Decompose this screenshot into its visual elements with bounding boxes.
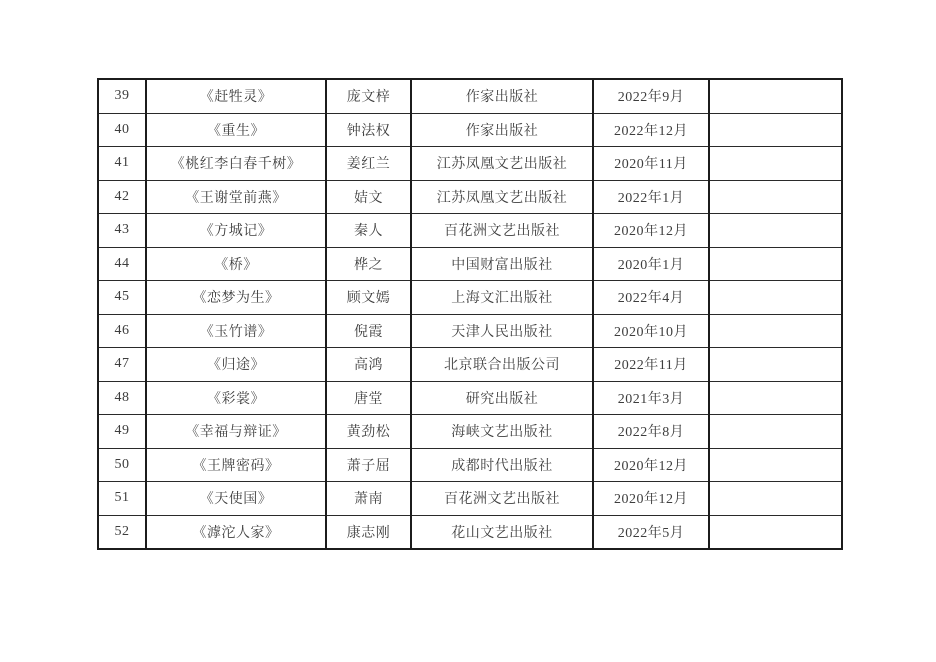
row-number-cell: 43: [98, 214, 146, 248]
publish-date-cell: 2022年5月: [593, 515, 709, 549]
book-title-cell: 《赶牲灵》: [146, 79, 326, 113]
publisher-cell: 天津人民出版社: [411, 314, 593, 348]
row-number-cell: 47: [98, 348, 146, 382]
notes-cell: [709, 113, 842, 147]
publisher-cell: 成都时代出版社: [411, 448, 593, 482]
author-cell: 桦之: [326, 247, 411, 281]
author-cell: 萧南: [326, 482, 411, 516]
row-number-cell: 46: [98, 314, 146, 348]
notes-cell: [709, 247, 842, 281]
publisher-cell: 百花洲文艺出版社: [411, 482, 593, 516]
publisher-cell: 上海文汇出版社: [411, 281, 593, 315]
notes-cell: [709, 448, 842, 482]
author-cell: 萧子屈: [326, 448, 411, 482]
book-title-cell: 《滹沱人家》: [146, 515, 326, 549]
book-table-body: [98, 79, 842, 549]
author-cell: 钟法权: [326, 113, 411, 147]
table-row: [98, 381, 842, 415]
book-title-cell: 《天使国》: [146, 482, 326, 516]
author-cell: 庞文梓: [326, 79, 411, 113]
author-cell: 高鸿: [326, 348, 411, 382]
row-number-cell: 40: [98, 113, 146, 147]
row-number-cell: 45: [98, 281, 146, 315]
publisher-cell: 中国财富出版社: [411, 247, 593, 281]
publisher-cell: 海峡文艺出版社: [411, 415, 593, 449]
book-title-cell: 《恋梦为生》: [146, 281, 326, 315]
notes-cell: [709, 214, 842, 248]
row-number-cell: 44: [98, 247, 146, 281]
book-list-table: [97, 78, 843, 550]
publish-date-cell: 2020年12月: [593, 214, 709, 248]
book-title-cell: 《方城记》: [146, 214, 326, 248]
table-row: [98, 214, 842, 248]
author-cell: 顾文嫣: [326, 281, 411, 315]
table-row: [98, 79, 842, 113]
notes-cell: [709, 381, 842, 415]
notes-cell: [709, 281, 842, 315]
publish-date-cell: 2022年9月: [593, 79, 709, 113]
author-cell: 姜红兰: [326, 147, 411, 181]
table-row: [98, 281, 842, 315]
author-cell: 姞文: [326, 180, 411, 214]
publish-date-cell: 2020年11月: [593, 147, 709, 181]
row-number-cell: 51: [98, 482, 146, 516]
publisher-cell: 北京联合出版公司: [411, 348, 593, 382]
row-number-cell: 52: [98, 515, 146, 549]
table-row: [98, 180, 842, 214]
table-row: [98, 482, 842, 516]
author-cell: 康志刚: [326, 515, 411, 549]
author-cell: 秦人: [326, 214, 411, 248]
table-row: [98, 415, 842, 449]
publisher-cell: 江苏凤凰文艺出版社: [411, 147, 593, 181]
table-row: [98, 314, 842, 348]
author-cell: 唐堂: [326, 381, 411, 415]
row-number-cell: 49: [98, 415, 146, 449]
book-title-cell: 《玉竹谱》: [146, 314, 326, 348]
row-number-cell: 41: [98, 147, 146, 181]
table-row: [98, 247, 842, 281]
notes-cell: [709, 348, 842, 382]
publish-date-cell: 2020年12月: [593, 482, 709, 516]
publish-date-cell: 2021年3月: [593, 381, 709, 415]
table-row: [98, 448, 842, 482]
notes-cell: [709, 147, 842, 181]
publish-date-cell: 2020年1月: [593, 247, 709, 281]
publisher-cell: 百花洲文艺出版社: [411, 214, 593, 248]
publisher-cell: 研究出版社: [411, 381, 593, 415]
notes-cell: [709, 180, 842, 214]
publish-date-cell: 2022年4月: [593, 281, 709, 315]
notes-cell: [709, 314, 842, 348]
table-row: [98, 147, 842, 181]
publisher-cell: 作家出版社: [411, 79, 593, 113]
notes-cell: [709, 79, 842, 113]
row-number-cell: 42: [98, 180, 146, 214]
author-cell: 倪霞: [326, 314, 411, 348]
publish-date-cell: 2022年11月: [593, 348, 709, 382]
publish-date-cell: 2022年1月: [593, 180, 709, 214]
row-number-cell: 48: [98, 381, 146, 415]
notes-cell: [709, 515, 842, 549]
book-title-cell: 《归途》: [146, 348, 326, 382]
publish-date-cell: 2020年10月: [593, 314, 709, 348]
book-title-cell: 《王牌密码》: [146, 448, 326, 482]
book-title-cell: 《彩裳》: [146, 381, 326, 415]
book-title-cell: 《幸福与辩证》: [146, 415, 326, 449]
notes-cell: [709, 415, 842, 449]
publisher-cell: 作家出版社: [411, 113, 593, 147]
row-number-cell: 50: [98, 448, 146, 482]
publisher-cell: 花山文艺出版社: [411, 515, 593, 549]
author-cell: 黄劲松: [326, 415, 411, 449]
publisher-cell: 江苏凤凰文艺出版社: [411, 180, 593, 214]
table-row: [98, 515, 842, 549]
publish-date-cell: 2022年8月: [593, 415, 709, 449]
book-title-cell: 《桥》: [146, 247, 326, 281]
book-title-cell: 《王谢堂前燕》: [146, 180, 326, 214]
book-title-cell: 《桃红李白春千树》: [146, 147, 326, 181]
notes-cell: [709, 482, 842, 516]
publish-date-cell: 2022年12月: [593, 113, 709, 147]
table-row: [98, 348, 842, 382]
publish-date-cell: 2020年12月: [593, 448, 709, 482]
book-title-cell: 《重生》: [146, 113, 326, 147]
table-row: [98, 113, 842, 147]
row-number-cell: 39: [98, 79, 146, 113]
